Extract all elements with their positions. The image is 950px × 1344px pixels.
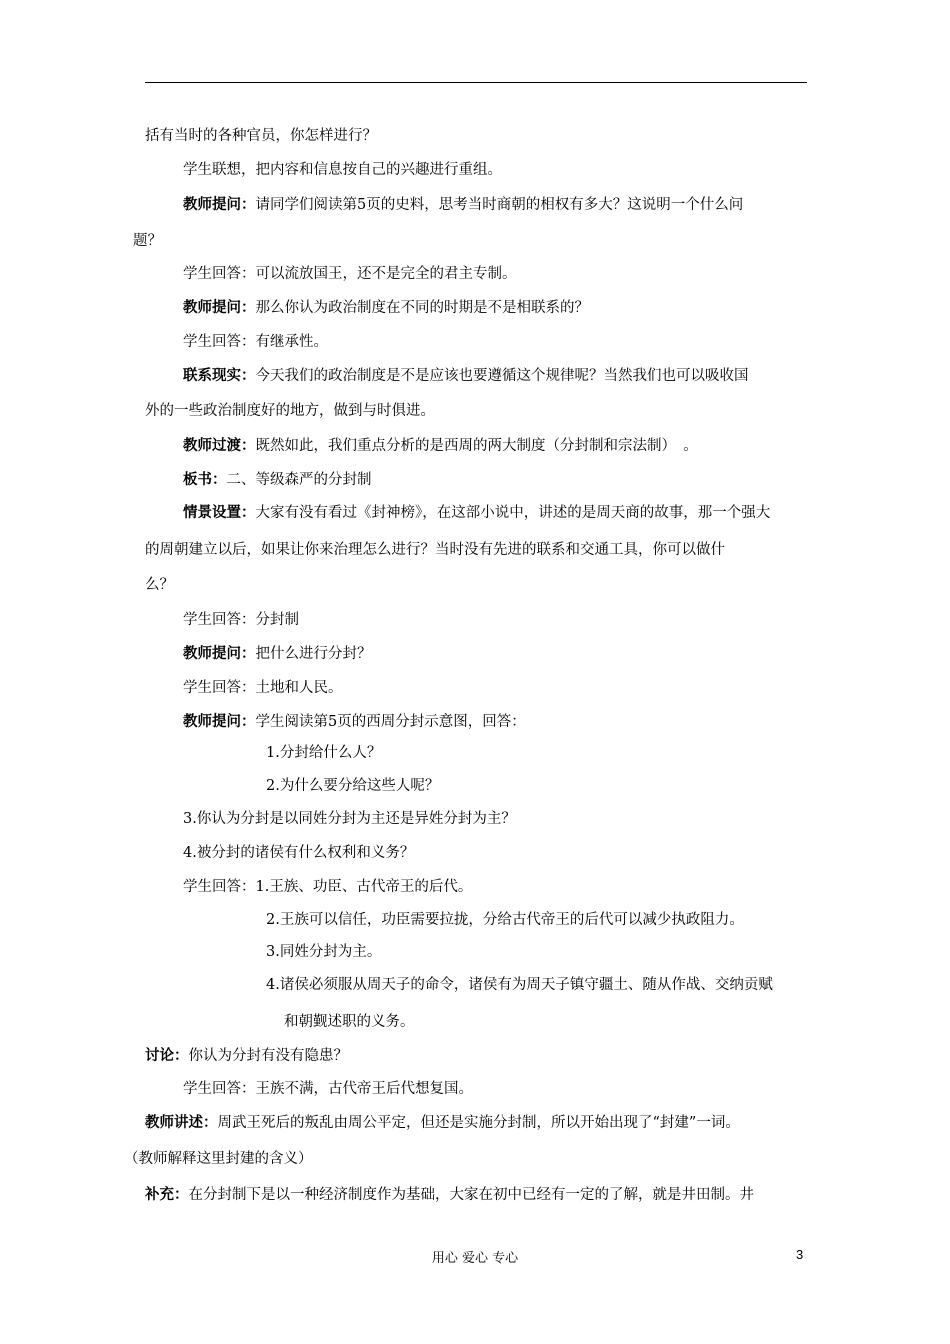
text-line: 括有当时的各种官员，你怎样进行？: [145, 128, 377, 144]
text-line: 教师过渡：既然如此，我们重点分析的是西周的两大制度（分封制和宗法制） 。: [183, 437, 698, 454]
text-line: 3.同姓分封为主。: [266, 944, 382, 960]
text-line: 3.你认为分封是以同姓分封为主还是异姓分封为主？: [183, 811, 516, 827]
text-line: 2.王族可以信任，功臣需要拉拢，分给古代帝王的后代可以减少执政阻力。: [266, 912, 744, 928]
text-line: 学生回答：可以流放国王，还不是完全的君主专制。: [183, 266, 517, 282]
footer-motto: 用心 爱心 专心: [431, 1251, 519, 1266]
text-line: （教师解释这里封建的含义）: [124, 1151, 313, 1167]
text-line: 讨论：你认为分封有没有隐患？: [145, 1047, 348, 1064]
text-line: 4.诸侯必须服从周天子的命令，诸侯有为周天子镇守疆土、随从作战、交纳贡赋: [266, 977, 773, 993]
text-line: 学生回答：王族不满，古代帝王后代想复国。: [183, 1081, 473, 1097]
text-line: 板书：二、等级森严的分封制: [183, 471, 372, 488]
text-line: 教师提问：那么你认为政治制度在不同的时期是不是相联系的？: [183, 299, 589, 316]
text-line: 情景设置：大家有没有看过《封神榜》，在这部小说中，讲述的是周天商的故事，那一个强大: [183, 504, 771, 521]
text-line: 么？: [145, 577, 174, 593]
text-line: 学生回答：土地和人民。: [183, 680, 343, 696]
text-line: 和朝觐述职的义务。: [284, 1014, 415, 1030]
text-line: 的周朝建立以后，如果让你来治理怎么进行？当时没有先进的联系和交通工具，你可以做什: [145, 542, 725, 558]
text-line: 教师提问：请同学们阅读第5页的史料，思考当时商朝的相权有多大？这说明一个什么问: [183, 196, 744, 213]
text-line: 2.为什么要分给这些人呢？: [266, 778, 440, 794]
page-number: 3: [796, 1247, 804, 1262]
text-line: 学生回答：分封制: [183, 612, 299, 628]
text-line: 学生回答：有继承性。: [183, 334, 328, 350]
text-line: 题？: [133, 233, 162, 249]
text-line: 学生联想，把内容和信息按自己的兴趣进行重组。: [183, 162, 502, 178]
text-line: 联系现实：今天我们的政治制度是不是应该也要遵循这个规律呢？当然我们也可以吸收国: [183, 367, 749, 384]
text-line: 教师讲述：周武王死后的叛乱由周公平定，但还是实施分封制，所以开始出现了“封建”一词。: [145, 1114, 740, 1131]
text-line: 教师提问：学生阅读第5页的西周分封示意图，回答：: [183, 713, 526, 730]
text-line: 外的一些政治制度好的地方，做到与时俱进。: [145, 403, 435, 419]
text-line: 教师提问：把什么进行分封？: [183, 645, 372, 662]
text-line: 4.被分封的诸侯有什么权利和义务？: [183, 845, 415, 861]
text-line: 补充：在分封制下是以一种经济制度作为基础，大家在初中已经有一定的了解，就是井田制。井: [145, 1186, 754, 1203]
text-line: 学生回答：1.王族、功臣、古代帝王的后代。: [183, 879, 473, 895]
text-line: 1.分封给什么人？: [266, 745, 382, 761]
